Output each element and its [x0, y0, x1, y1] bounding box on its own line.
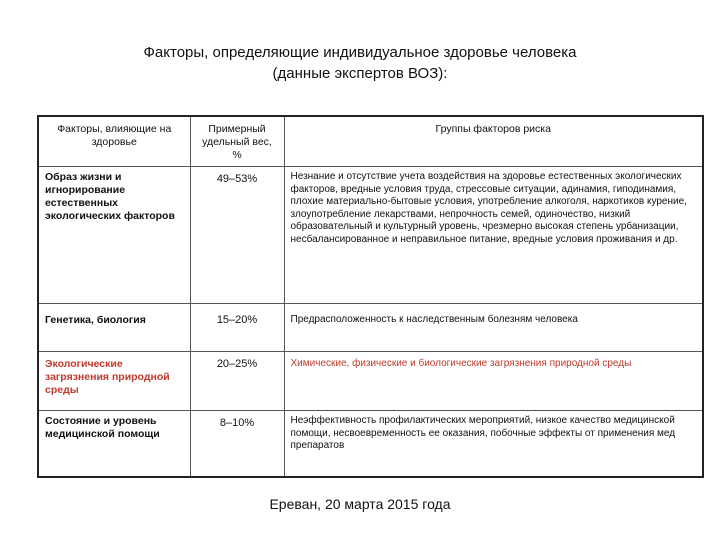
title-line-1: Факторы, определяющие индивидуальное здоровье человека — [143, 44, 577, 61]
table-row — [38, 304, 703, 352]
factor-cell: Экологические загрязнения природной среды — [38, 352, 190, 411]
table-header-row — [38, 116, 703, 167]
share-cell: 20–25% — [190, 352, 284, 411]
factor-cell: Состояние и уровень медицинской помощи — [38, 411, 190, 478]
who-factors-table — [37, 115, 704, 478]
header-factors: Факторы, влияющие на здоровье — [38, 116, 190, 167]
risk-cell: Неэффективность профилактических мероприятий, низкое качество медицинской помощи, несвоевременность ее оказания, побочные эффекты от применения мед препаратов — [284, 411, 703, 478]
table-row — [38, 411, 703, 478]
risk-cell: Незнание и отсутствие учета воздействия на здоровье естественных экологических факторов, вредные условия труда, стрессовые ситуации, адинамия, гиподинамия, плохие материально-бытовые условия, употребление алкоголя, наркотиков курение, злоупотребление лекарствами, непрочность семей, одиночество, низкий образовательный и культурный уровень, чрезмерно высокая степень урбанизации, несбалансированное и неправильное питание, вредные условия проживания и др. — [284, 167, 703, 304]
share-cell: 49–53% — [190, 167, 284, 304]
risk-cell: Химические, физические и биологические загрязнения природной среды — [284, 352, 703, 411]
factor-cell: Образ жизни и игнорирование естественных экологических факторов — [38, 167, 190, 304]
share-cell: 8–10% — [190, 411, 284, 478]
table-row — [38, 167, 703, 304]
header-share: Примерный удельный вес, % — [190, 116, 284, 167]
page-title — [0, 42, 720, 84]
risk-cell: Предрасположенность к наследственным болезням человека — [284, 304, 703, 352]
footer-date: Ереван, 20 марта 2015 года — [269, 496, 451, 512]
title-line-2: (данные экспертов ВОЗ): — [272, 65, 448, 82]
header-risk-groups: Группы факторов риска — [284, 116, 703, 167]
table-row — [38, 352, 703, 411]
share-cell: 15–20% — [190, 304, 284, 352]
factor-cell: Генетика, биология — [38, 304, 190, 352]
